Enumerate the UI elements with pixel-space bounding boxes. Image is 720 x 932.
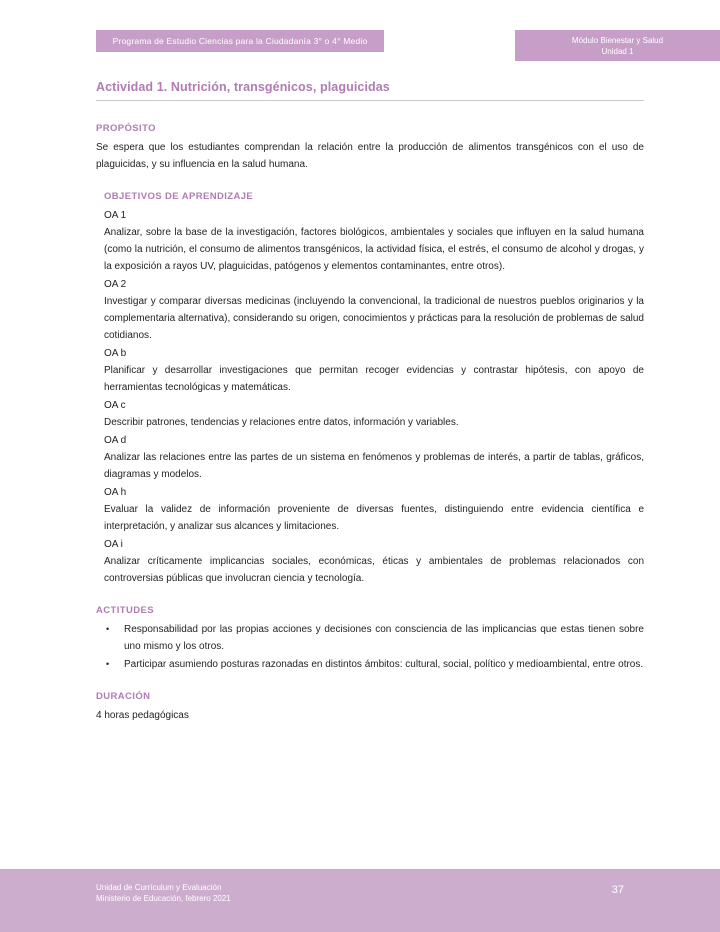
attitudes-section <box>96 605 644 673</box>
page-footer <box>0 869 720 932</box>
oa-text: Analizar, sobre la base de la investigación, factores biológicos, ambientales y sociales que influyen en la salud humana (como la nutrición, el consumo de alimentos transgénicos, la actividad física, el estrés, el consumo de alcohol y drogas, y la exposición a rayos UV, plaguicidas, patógenos y elementos contaminantes, entre otros). <box>104 227 644 272</box>
header-module-banner <box>515 30 720 61</box>
list-item <box>96 656 644 673</box>
oa-code: OA h <box>104 487 127 498</box>
document-content <box>96 80 644 742</box>
list-item-text: Participar asumiendo posturas razonadas en distintos ámbitos: cultural, social, político y medioambiental, entre otros. <box>124 659 644 670</box>
attitudes-list <box>96 621 644 673</box>
page-header <box>0 30 720 56</box>
oa-text: Analizar críticamente implicancias sociales, económicas, éticas y ambientales de problemas relacionados con controversias públicas que involucran ciencia y tecnología. <box>104 556 644 584</box>
oa-code: OA b <box>104 348 127 359</box>
objectives-label: OBJETIVOS DE APRENDIZAJE <box>104 191 254 202</box>
duration-label: DURACIÓN <box>96 691 151 702</box>
oa-code: OA 2 <box>104 279 127 290</box>
bullet-icon: • <box>106 624 110 634</box>
footer-line-2: Ministerio de Educación, febrero 2021 <box>96 894 231 903</box>
objectives-list <box>104 207 644 587</box>
oa-code: OA d <box>104 435 127 446</box>
oa-code: OA c <box>104 400 126 411</box>
oa-text: Planificar y desarrollar investigaciones que permitan recoger evidencias y contrastar hipótesis, con apoyo de herramientas tecnológicas y matemáticas. <box>104 365 644 393</box>
oa-code: OA 1 <box>104 210 127 221</box>
oa-code: OA i <box>104 539 123 550</box>
footer-institution <box>96 882 231 904</box>
attitudes-label: ACTITUDES <box>96 605 154 616</box>
oa-text: Investigar y comparar diversas medicinas (incluyendo la convencional, la tradicional de nuestros pueblos originarios y la complementaria alternativa), considerando su origen, conocimientos y prácticas para la resolución de problemas de salud cotidianos. <box>104 296 644 341</box>
duration-text: 4 horas pedagógicas <box>96 710 189 721</box>
list-item-text: Responsabilidad por las propias acciones y decisiones con consciencia de las implicancias que estas tienen sobre uno mismo y los otros. <box>124 624 644 652</box>
footer-line-1: Unidad de Currículum y Evaluación <box>96 883 222 892</box>
purpose-section <box>96 123 644 173</box>
header-module-unit: Unidad 1 <box>601 47 634 56</box>
purpose-label: PROPÓSITO <box>96 123 156 134</box>
list-item <box>96 621 644 655</box>
header-program-banner: Programa de Estudio Ciencias para la Ciudadanía 3° o 4° Medio <box>96 30 384 52</box>
bullet-icon: • <box>106 659 110 669</box>
oa-text: Evaluar la validez de información proveniente de diversas fuentes, distinguiendo entre evidencia científica e interpretación, y analizar sus alcances y limitaciones. <box>104 504 644 532</box>
duration-section <box>96 691 644 724</box>
oa-text: Analizar las relaciones entre las partes de un sistema en fenómenos y problemas de interés, a partir de tablas, gráficos, diagramas y modelos. <box>104 452 644 480</box>
purpose-text: Se espera que los estudiantes comprendan la relación entre la producción de alimentos transgénicos con el uso de plaguicidas, y su influencia en la salud humana. <box>96 142 644 170</box>
header-module-title: Módulo Bienestar y Salud <box>571 36 664 45</box>
title-divider <box>96 100 644 101</box>
oa-text: Describir patrones, tendencias y relaciones entre datos, información y variables. <box>104 417 459 428</box>
page-title: Actividad 1. Nutrición, transgénicos, plaguicidas <box>96 80 390 94</box>
page-number: 37 <box>611 884 624 896</box>
objectives-section <box>96 191 644 587</box>
